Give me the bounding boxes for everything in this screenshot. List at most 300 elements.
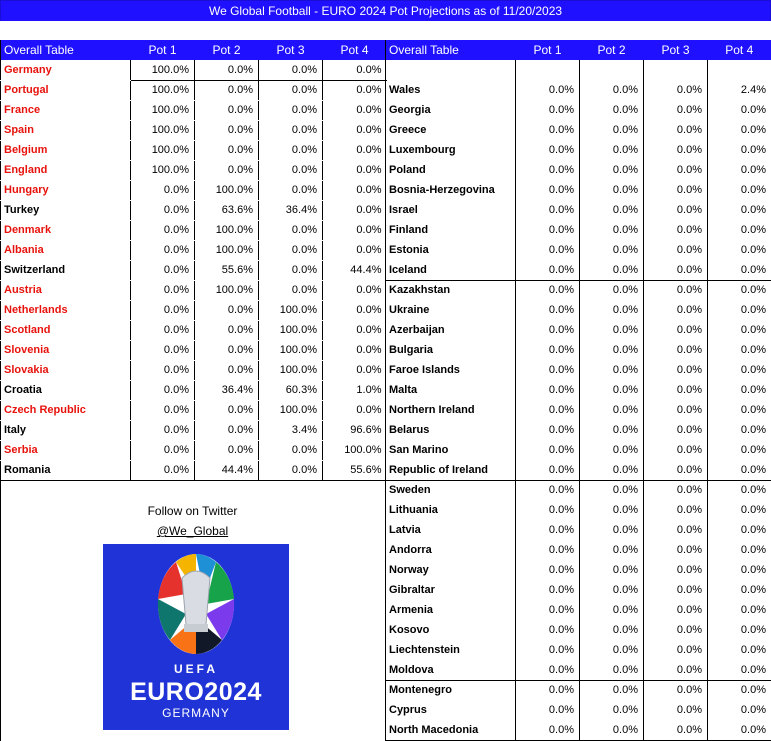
team-name: Poland [389, 164, 426, 176]
header-overall-table: Overall Table [1, 40, 131, 60]
pot-1-cell: 100.0% [131, 100, 195, 120]
pot-3-cell [644, 60, 708, 80]
pot-4-cell: 0.0% [708, 420, 771, 440]
team-name: Germany [4, 63, 52, 76]
team-name: Croatia [4, 384, 42, 396]
table-row [386, 220, 771, 240]
spacer [0, 21, 771, 40]
team-name: San Marino [389, 444, 449, 456]
pot-2-cell [580, 60, 644, 80]
team-name: Lithuania [389, 504, 438, 516]
pot-4-cell: 0.0% [708, 540, 771, 560]
team-name: Latvia [389, 524, 421, 536]
pot-1-cell: 0.0% [516, 280, 580, 300]
table-row [386, 440, 771, 460]
table-row [386, 580, 771, 600]
pot-1-cell: 0.0% [131, 360, 195, 380]
pot-3-cell: 100.0% [259, 360, 323, 380]
header-pot-3: Pot 3 [644, 40, 708, 60]
pot-3-cell: 3.4% [259, 420, 323, 440]
team-name: Montenegro [386, 680, 516, 700]
uefa-label: UEFA [173, 662, 218, 676]
pot-1-cell: 0.0% [131, 220, 195, 240]
pot-1-cell: 0.0% [516, 700, 580, 720]
pot-2-cell: 44.4% [195, 460, 259, 480]
pot-3-cell: 0.0% [644, 660, 708, 680]
pot-3-cell: 0.0% [644, 640, 708, 660]
pot-4-cell: 0.0% [708, 520, 771, 540]
pot-3-cell: 100.0% [259, 400, 323, 420]
pot-1-cell: 100.0% [131, 120, 195, 140]
table-row [1, 220, 387, 240]
table-row [386, 60, 771, 80]
pot-3-cell: 0.0% [644, 80, 708, 100]
table-row [386, 540, 771, 560]
pot-1-cell: 0.0% [131, 440, 195, 460]
pot-4-cell: 0.0% [708, 180, 771, 200]
table-row [1, 460, 387, 480]
table-row [386, 460, 771, 480]
pot-2-cell: 0.0% [580, 640, 644, 660]
pot-4-cell [708, 60, 771, 80]
pot-2-cell: 0.0% [580, 500, 644, 520]
team-name: Republic of Ireland [389, 463, 489, 476]
pot-1-cell: 0.0% [516, 340, 580, 360]
pot-4-cell: 0.0% [708, 480, 771, 500]
pot-4-cell: 0.0% [708, 560, 771, 580]
pot-4-cell: 0.0% [323, 140, 387, 160]
table-row [386, 700, 771, 720]
team-name: Switzerland [4, 264, 66, 276]
pot-4-cell: 2.4% [708, 80, 771, 100]
pot-1-cell: 0.0% [516, 100, 580, 120]
pot-3-cell: 0.0% [259, 160, 323, 180]
pot-2-cell: 36.4% [195, 380, 259, 400]
table-row [1, 260, 387, 280]
team-name: Netherlands [4, 304, 68, 316]
pot-2-cell: 0.0% [580, 480, 644, 500]
header-pot-2: Pot 2 [195, 40, 259, 60]
pot-2-cell: 0.0% [580, 440, 644, 460]
team-name: Denmark [4, 224, 52, 236]
table-row [1, 400, 387, 420]
table-row [1, 140, 387, 160]
pot-3-cell: 0.0% [644, 260, 708, 280]
pot-4-cell: 0.0% [708, 220, 771, 240]
pot-4-cell: 0.0% [323, 280, 387, 300]
page-title: We Global Football - EURO 2024 Pot Projections as of 11/20/2023 [0, 0, 771, 22]
pot-2-cell: 0.0% [580, 320, 644, 340]
pot-1-cell: 0.0% [131, 320, 195, 340]
table-row [1, 120, 387, 140]
pot-4-cell: 0.0% [323, 160, 387, 180]
team-name: France [4, 104, 41, 116]
pot-1-cell: 0.0% [516, 420, 580, 440]
pot-3-cell: 0.0% [259, 220, 323, 240]
pot-2-cell: 0.0% [580, 400, 644, 420]
pot-1-cell: 0.0% [516, 240, 580, 260]
pot-1-cell: 0.0% [516, 660, 580, 680]
pot-2-cell: 63.6% [195, 200, 259, 220]
pot-1-cell: 0.0% [131, 260, 195, 280]
pot-2-cell: 0.0% [580, 180, 644, 200]
team-name: Cyprus [389, 704, 427, 716]
team-name: Turkey [4, 204, 40, 216]
pot-2-cell: 0.0% [195, 120, 259, 140]
pot-1-cell: 0.0% [131, 280, 195, 300]
pot-4-cell: 0.0% [708, 360, 771, 380]
table-row [386, 260, 771, 280]
pot-3-cell: 0.0% [259, 120, 323, 140]
team-name: North Macedonia [389, 724, 479, 736]
team-name: Estonia [389, 244, 429, 256]
pot-1-cell: 0.0% [516, 560, 580, 580]
table-row [1, 360, 387, 380]
pot-2-cell: 0.0% [580, 100, 644, 120]
pot-4-cell: 0.0% [708, 140, 771, 160]
table-row [1, 160, 387, 180]
team-name: Spain [4, 124, 34, 136]
table-row [386, 200, 771, 220]
pot-3-cell: 0.0% [644, 320, 708, 340]
pot-2-cell: 0.0% [195, 80, 259, 100]
header-pot-1: Pot 1 [516, 40, 580, 60]
pot-3-cell: 0.0% [259, 280, 323, 300]
pot-2-cell: 100.0% [195, 280, 259, 300]
team-name: Austria [1, 280, 131, 300]
pot-1-cell: 0.0% [516, 520, 580, 540]
pot-1-cell: 0.0% [516, 360, 580, 380]
pot-4-cell: 0.0% [323, 240, 387, 260]
table-row [1, 180, 387, 200]
pot-3-cell: 0.0% [644, 480, 708, 500]
pot-4-cell: 0.0% [708, 340, 771, 360]
pot-1-cell: 0.0% [131, 240, 195, 260]
pot-1-cell: 0.0% [516, 480, 580, 500]
pot-4-cell: 0.0% [708, 300, 771, 320]
pot-2-cell: 100.0% [195, 180, 259, 200]
header-pot-2: Pot 2 [580, 40, 644, 60]
pot-1-cell: 0.0% [516, 120, 580, 140]
pot-2-cell: 0.0% [195, 100, 259, 120]
left-pot-table [0, 40, 387, 481]
pot-3-cell: 0.0% [644, 280, 708, 300]
team-name: Iceland [389, 263, 427, 276]
pot-3-cell: 100.0% [259, 340, 323, 360]
header-overall-table: Overall Table [386, 40, 516, 60]
pot-1-cell: 0.0% [516, 220, 580, 240]
pot-1-cell: 0.0% [131, 380, 195, 400]
pot-4-cell: 96.6% [323, 420, 387, 440]
table-row [386, 640, 771, 660]
pot-4-cell: 0.0% [323, 340, 387, 360]
pot-3-cell: 0.0% [644, 620, 708, 640]
table-row [386, 560, 771, 580]
pot-2-cell: 0.0% [580, 720, 644, 740]
team-name: Norway [389, 564, 429, 576]
pot-4-cell: 0.0% [708, 260, 771, 280]
table-row [1, 80, 387, 100]
pot-1-cell: 100.0% [131, 60, 195, 80]
team-name: Bulgaria [389, 344, 434, 356]
pot-2-cell: 0.0% [580, 620, 644, 640]
pot-1-cell: 100.0% [131, 140, 195, 160]
pot-2-cell: 0.0% [195, 140, 259, 160]
pot-4-cell: 0.0% [323, 360, 387, 380]
pot-3-cell: 0.0% [644, 520, 708, 540]
pot-2-cell: 0.0% [580, 680, 644, 700]
table-row [386, 240, 771, 260]
pot-2-cell: 0.0% [195, 400, 259, 420]
trophy-icon [103, 544, 289, 664]
pot-2-cell: 0.0% [580, 460, 644, 480]
team-name: Ukraine [389, 304, 430, 316]
pot-3-cell: 0.0% [644, 560, 708, 580]
team-name: Kazakhstan [386, 280, 516, 300]
team-name: Portugal [4, 84, 49, 96]
pot-4-cell: 0.0% [708, 700, 771, 720]
left-header-row [1, 40, 387, 60]
table-row [1, 100, 387, 120]
pot-2-cell: 0.0% [580, 300, 644, 320]
pot-4-cell: 0.0% [708, 620, 771, 640]
team-name: Luxembourg [389, 144, 456, 156]
pot-1-cell: 0.0% [516, 680, 580, 700]
table-row [386, 480, 771, 500]
pot-4-cell: 0.0% [323, 320, 387, 340]
pot-3-cell: 0.0% [259, 100, 323, 120]
pot-2-cell: 0.0% [195, 420, 259, 440]
pot-2-cell: 0.0% [580, 240, 644, 260]
pot-3-cell: 0.0% [644, 340, 708, 360]
pot-3-cell: 0.0% [644, 200, 708, 220]
team-name: Belarus [389, 424, 430, 436]
pot-4-cell: 0.0% [708, 280, 771, 300]
pot-3-cell: 0.0% [644, 240, 708, 260]
table-row [386, 360, 771, 380]
pot-1-cell: 0.0% [516, 580, 580, 600]
pot-3-cell: 0.0% [644, 420, 708, 440]
table-row [1, 420, 387, 440]
pot-2-cell: 0.0% [580, 200, 644, 220]
team-name: England [4, 164, 48, 176]
table-row [386, 660, 771, 680]
team-name: Scotland [4, 324, 51, 336]
pot-2-cell: 0.0% [580, 380, 644, 400]
table-row [1, 280, 387, 300]
table-row [386, 720, 771, 740]
team-name: Belgium [4, 144, 48, 156]
table-row [386, 420, 771, 440]
pot-4-cell: 0.0% [323, 400, 387, 420]
table-row [386, 400, 771, 420]
table-row [386, 140, 771, 160]
pot-1-cell: 0.0% [516, 600, 580, 620]
pot-3-cell: 0.0% [644, 540, 708, 560]
team-name: Czech Republic [4, 404, 86, 416]
pot-2-cell: 0.0% [580, 560, 644, 580]
table-row [386, 280, 771, 300]
team-name: Malta [389, 384, 418, 396]
table-row [386, 340, 771, 360]
pot-2-cell: 0.0% [580, 660, 644, 680]
pot-3-cell: 0.0% [259, 80, 323, 100]
pot-2-cell: 0.0% [195, 320, 259, 340]
team-name: Wales [389, 84, 421, 96]
pot-2-cell: 0.0% [580, 360, 644, 380]
table-row [1, 300, 387, 320]
pot-1-cell: 0.0% [131, 460, 195, 480]
pot-1-cell: 0.0% [516, 460, 580, 480]
pot-1-cell: 0.0% [516, 180, 580, 200]
table-row [1, 200, 387, 220]
table-row [386, 120, 771, 140]
pot-1-cell: 0.0% [131, 200, 195, 220]
pot-4-cell: 100.0% [323, 440, 387, 460]
pot-1-cell: 0.0% [516, 140, 580, 160]
twitter-handle-link[interactable]: @We_Global [156, 524, 229, 538]
team-name: Sweden [386, 480, 516, 500]
pot-3-cell: 0.0% [644, 160, 708, 180]
pot-4-cell: 0.0% [323, 220, 387, 240]
pot-4-cell: 0.0% [323, 120, 387, 140]
table-row [386, 160, 771, 180]
pot-3-cell: 0.0% [644, 380, 708, 400]
table-row [386, 180, 771, 200]
pot-1-cell: 0.0% [516, 720, 580, 740]
pot-1-cell: 0.0% [131, 400, 195, 420]
table-row [1, 60, 387, 80]
pot-1-cell: 0.0% [516, 500, 580, 520]
pot-4-cell: 0.0% [708, 380, 771, 400]
pot-4-cell: 0.0% [708, 600, 771, 620]
pot-3-cell: 0.0% [644, 120, 708, 140]
pot-1-cell: 0.0% [516, 620, 580, 640]
pot-1-cell: 0.0% [516, 540, 580, 560]
pot-2-cell: 0.0% [580, 140, 644, 160]
pot-2-cell: 0.0% [580, 700, 644, 720]
pot-3-cell: 0.0% [644, 600, 708, 620]
pot-3-cell: 0.0% [644, 100, 708, 120]
pot-1-cell: 0.0% [516, 440, 580, 460]
team-name: Albania [4, 244, 44, 256]
pot-4-cell: 0.0% [323, 60, 387, 80]
pot-1-cell: 0.0% [516, 260, 580, 280]
pot-4-cell: 44.4% [323, 260, 387, 280]
pot-2-cell: 0.0% [580, 260, 644, 280]
pot-1-cell: 0.0% [516, 200, 580, 220]
table-row [386, 620, 771, 640]
pot-1-cell: 0.0% [131, 420, 195, 440]
pot-2-cell: 0.0% [580, 80, 644, 100]
pot-2-cell: 0.0% [195, 160, 259, 180]
pot-1-cell: 0.0% [516, 80, 580, 100]
pot-4-cell: 0.0% [708, 160, 771, 180]
pot-2-cell: 0.0% [195, 440, 259, 460]
pot-2-cell: 100.0% [195, 240, 259, 260]
pot-4-cell: 0.0% [708, 100, 771, 120]
pot-2-cell: 0.0% [580, 540, 644, 560]
pot-2-cell: 0.0% [195, 300, 259, 320]
table-row [1, 340, 387, 360]
pot-3-cell: 0.0% [259, 240, 323, 260]
pot-3-cell: 36.4% [259, 200, 323, 220]
pot-3-cell: 0.0% [259, 460, 323, 480]
pot-2-cell: 55.6% [195, 260, 259, 280]
pot-4-cell: 55.6% [323, 460, 387, 480]
team-name: Faroe Islands [389, 364, 460, 376]
table-row [386, 600, 771, 620]
team-name: Serbia [4, 444, 38, 456]
pot-1-cell: 0.0% [516, 380, 580, 400]
pot-4-cell: 0.0% [708, 660, 771, 680]
pot-3-cell: 0.0% [644, 140, 708, 160]
header-pot-4: Pot 4 [323, 40, 387, 60]
pot-3-cell: 0.0% [644, 360, 708, 380]
pot-4-cell: 0.0% [323, 100, 387, 120]
pot-4-cell: 0.0% [708, 120, 771, 140]
pot-3-cell: 0.0% [644, 180, 708, 200]
pot-4-cell: 0.0% [708, 240, 771, 260]
pot-2-cell: 100.0% [195, 220, 259, 240]
pot-2-cell: 0.0% [195, 360, 259, 380]
pot-1-cell: 100.0% [131, 80, 195, 100]
team-name: Liechtenstein [389, 644, 460, 656]
pot-4-cell: 0.0% [708, 720, 771, 740]
pot-1-cell: 0.0% [516, 400, 580, 420]
euro-2024-logo [103, 544, 289, 730]
pot-3-cell: 0.0% [644, 580, 708, 600]
table-row [386, 320, 771, 340]
team-name: Northern Ireland [389, 404, 475, 416]
pot-2-cell: 0.0% [580, 420, 644, 440]
pot-2-cell: 0.0% [580, 340, 644, 360]
pot-4-cell: 0.0% [323, 300, 387, 320]
table-row [1, 240, 387, 260]
team-name: Greece [389, 124, 427, 136]
pot-4-cell: 0.0% [323, 180, 387, 200]
team-name [386, 60, 516, 80]
pot-4-cell: 0.0% [323, 200, 387, 220]
pot-4-cell: 0.0% [708, 580, 771, 600]
table-row [386, 80, 771, 100]
pot-1-cell: 100.0% [131, 160, 195, 180]
pot-3-cell: 0.0% [259, 180, 323, 200]
pot-3-cell: 0.0% [644, 700, 708, 720]
pot-3-cell: 100.0% [259, 320, 323, 340]
header-pot-4: Pot 4 [708, 40, 771, 60]
pot-3-cell: 0.0% [644, 500, 708, 520]
team-name: Slovakia [4, 364, 49, 376]
pot-4-cell: 0.0% [708, 640, 771, 660]
pot-1-cell: 0.0% [516, 640, 580, 660]
table-row [386, 520, 771, 540]
pot-4-cell: 0.0% [323, 80, 387, 100]
pot-1-cell: 0.0% [516, 300, 580, 320]
team-name: Azerbaijan [389, 324, 445, 336]
pot-1-cell: 0.0% [131, 180, 195, 200]
pot-2-cell: 0.0% [195, 60, 259, 80]
pot-2-cell: 0.0% [580, 580, 644, 600]
pot-3-cell: 0.0% [644, 440, 708, 460]
table-row [386, 380, 771, 400]
pot-4-cell: 0.0% [708, 320, 771, 340]
team-name: Italy [4, 424, 27, 436]
team-name: Romania [4, 464, 51, 476]
team-name: Bosnia-Herzegovina [389, 184, 495, 196]
pot-1-cell: 0.0% [131, 340, 195, 360]
team-name: Gibraltar [389, 584, 435, 596]
